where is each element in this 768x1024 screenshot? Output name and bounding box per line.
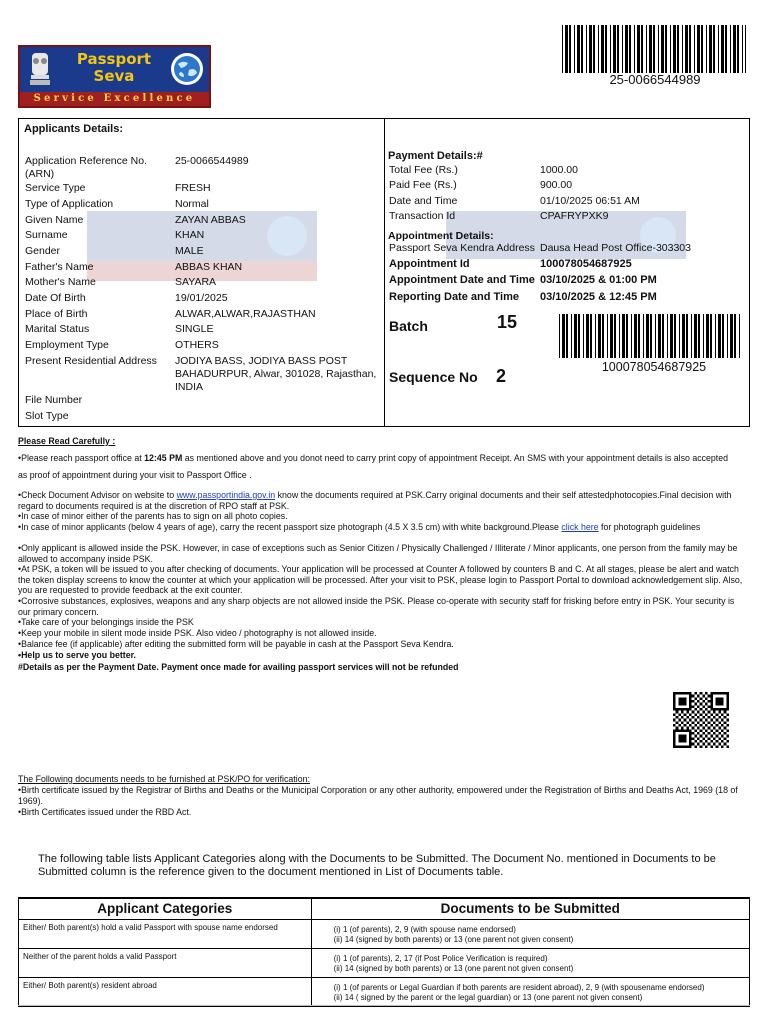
documents-cell: (i) 1 (of parents), 2, 17 (if Post Police Verification is required) (ii) 14 (signed by both parents) or 13 (one parent not given consent)	[311, 948, 749, 977]
documents-cell: (i) 1 (of parents or Legal Guardian if both parents are resident abroad), 2, 9 (with spousename endorsed) (ii) 14 ( signed by the parent or the legal guardian) or 13 (one parent not given consent)	[311, 977, 749, 1006]
arn-barcode	[562, 25, 746, 73]
table-header-documents: Documents to be Submitted	[311, 898, 749, 919]
given-name-label: Given Name	[25, 214, 84, 226]
table-header-categories: Applicant Categories	[19, 898, 312, 919]
gender-label: Gender	[25, 245, 61, 257]
table-row	[19, 919, 750, 948]
arn-barcode-number: 25-0066544989	[609, 72, 701, 87]
surname-value: KHAN	[175, 229, 205, 241]
document-item-1: •Birth certificate issued by the Registrar of Births and Deaths or the Municipal Corporation or any other authority, empowered under the Registration of Births and Deaths Act, 1969 (18 of 1969).	[18, 785, 738, 806]
sequence-value: 2	[496, 366, 507, 386]
transaction-id-value: CPAFRYPXK9	[540, 210, 609, 222]
appointment-id-label: Appointment Id	[389, 258, 470, 270]
employment-type-label: Employment Type	[25, 339, 109, 351]
application-type-value: Normal	[175, 198, 209, 210]
instructions-heading: Please Read Carefully :	[18, 436, 116, 446]
passportindia-link[interactable]: www.passportindia.gov.in	[176, 490, 276, 500]
instruction-help: •Help us to serve you better.	[18, 650, 136, 660]
category-cell: Either/ Both parent(s) resident abroad	[19, 977, 312, 1006]
logo-title: Passport Seva	[76, 50, 152, 85]
category-cell: Neither of the parent holds a valid Passport	[19, 948, 312, 977]
instruction-only-applicant: •Only applicant is allowed inside the PSK. However, in case of exceptions such as Senior Citizen / Physically Challenged / Illiterate / Minor applicants, one person from the family may be allowed to accompany inside PSK.	[18, 543, 738, 564]
column-divider	[384, 119, 385, 426]
mother-name-label: Mother's Name	[25, 276, 96, 288]
batch-label: Batch	[389, 318, 428, 334]
appointment-section-title: Appointment Details:	[388, 230, 494, 242]
paid-fee-label: Paid Fee (Rs.)	[389, 179, 457, 191]
marital-status-label: Marital Status	[25, 323, 90, 335]
file-number-label: File Number	[25, 394, 83, 406]
transaction-id-label: Transaction Id	[389, 210, 456, 222]
date-of-birth-label: Date Of Birth	[25, 292, 86, 304]
instruction-reach-line2: as proof of appointment during your visit to Passport Office .	[18, 470, 252, 480]
reporting-date-time-label: Reporting Date and Time	[389, 291, 519, 303]
details-box	[18, 118, 750, 427]
service-type-value: FRESH	[175, 182, 211, 194]
appointment-date-time-label: Appointment Date and Time	[389, 274, 535, 286]
service-type-label: Service Type	[25, 182, 86, 194]
employment-type-value: OTHERS	[175, 339, 219, 351]
sequence-label: Sequence No	[389, 369, 478, 385]
instruction-mobile: •Keep your mobile in silent mode inside PSK. Also video / photography is not allowed inside.	[18, 628, 377, 638]
mother-name-value: SAYARA	[175, 276, 217, 288]
psk-address-label: Passport Seva Kendra Address	[389, 242, 535, 254]
qr-code	[672, 692, 730, 748]
place-of-birth-value: ALWAR,ALWAR,RAJASTHAN	[175, 308, 316, 320]
logo-tagline: Service Excellence	[33, 93, 196, 104]
globe-icon	[170, 52, 204, 86]
gender-value: MALE	[175, 245, 204, 257]
photo-guidelines-link[interactable]: click here	[561, 522, 599, 532]
paid-fee-value: 900.00	[540, 179, 573, 191]
appointment-barcode	[559, 314, 741, 358]
instruction-corrosive: •Corrosive substances, explosives, weapons and any sharp objects are not allowed inside the PSK. Please co-operate with security staff for frisking before entry in PSK. Your security is our primary concern.	[18, 596, 735, 617]
instruction-minor-sign: •In case of minor either of the parents has to sign on all photo copies.	[18, 511, 288, 521]
marital-status-value: SINGLE	[175, 323, 214, 335]
reporting-date-time-value: 03/10/2025 & 12:45 PM	[540, 291, 657, 303]
arn-label: Application Reference No. (ARN)	[25, 155, 147, 180]
payment-date-time-value: 01/10/2025 06:51 AM	[540, 195, 640, 207]
passport-seva-logo	[18, 45, 211, 108]
arn-value: 25-0066544989	[175, 155, 249, 167]
batch-value: 15	[497, 312, 518, 332]
instruction-balance: •Balance fee (if applicable) after editing the submitted form will be payable in cash at the Passport Seva Kendra.	[18, 639, 454, 649]
address-label: Present Residential Address	[25, 355, 157, 367]
instruction-photo: •In case of minor applicants (below 4 years of age), carry the recent passport size photograph (4.5 X 3.5 cm) with white background.Please click here for photograph guidelines	[18, 522, 701, 532]
payment-section-title: Payment Details:#	[388, 150, 483, 162]
psk-address-value: Dausa Head Post Office-303303	[540, 242, 691, 254]
table-row	[19, 977, 750, 1006]
page-divider	[18, 1005, 750, 1006]
place-of-birth-label: Place of Birth	[25, 308, 88, 320]
appointment-barcode-number: 100078054687925	[601, 360, 707, 374]
documents-heading: The Following documents needs to be furnished at PSK/PO for verification:	[18, 774, 310, 784]
documents-cell: (i) 1 (of parents), 2, 9 (with spouse name endorsed) (ii) 14 (signed by both parents) or 13 (one parent not given consent)	[311, 919, 749, 948]
surname-label: Surname	[25, 229, 68, 241]
instruction-reach: •Please reach passport office at 12:45 PM as mentioned above and you donot need to carry print copy of appointment Receipt. An SMS with your appointment details is also accepted	[18, 453, 729, 463]
document-item-2: •Birth Certificates issued under the RBD Act.	[18, 807, 192, 817]
categories-table	[18, 897, 750, 1007]
given-name-value: ZAYAN ABBAS	[175, 214, 246, 226]
applicant-section-title: Applicants Details:	[24, 123, 124, 135]
date-of-birth-value: 19/01/2025	[175, 292, 228, 304]
slot-type-label: Slot Type	[25, 410, 69, 422]
payment-date-time-label: Date and Time	[389, 195, 458, 207]
instruction-belongings: •Take care of your belongings inside the PSK	[18, 617, 194, 627]
table-row	[19, 948, 750, 977]
national-emblem-icon	[26, 51, 54, 87]
appointment-date-time-value: 03/10/2025 & 01:00 PM	[540, 274, 657, 286]
refund-note: #Details as per the Payment Date. Payment once made for availing passport services will not be refunded	[18, 662, 459, 672]
father-name-label: Father's Name	[25, 261, 94, 273]
father-name-value: ABBAS KHAN	[175, 261, 243, 273]
application-type-label: Type of Application	[25, 198, 114, 210]
instruction-token: •At PSK, a token will be issued to you after checking of documents. Your application will be processed at Counter A followed by counters B and C. At all stages, please be alert and watch the token display screens to know the counter at which your application will be processed. After your visit to PSK, please login to Passport Portal to download acknowledgement slip. Also, you are requested to provide feedback at the exit counter.	[18, 564, 743, 595]
address-value: JODIYA BASS, JODIYA BASS POST BAHADURPUR, Alwar, 301028, Rajasthan, INDIA	[175, 355, 377, 393]
instruction-advisor: •Check Document Advisor on website to www.passportindia.gov.in know the documents required at PSK.Carry original documents and their self attestedphotocopies.Final decision with regard to documents required is at the discretion of RPO staff at PSK.	[18, 490, 732, 511]
total-fee-label: Total Fee (Rs.)	[389, 164, 458, 176]
category-cell: Either/ Both parent(s) hold a valid Passport with spouse name endorsed	[19, 919, 312, 948]
total-fee-value: 1000.00	[540, 164, 578, 176]
categories-intro: The following table lists Applicant Categories along with the Documents to be Submitted. The Document No. mentioned in Documents to be Submitted column is the reference given to the document mentioned in List of Documents table.	[38, 853, 716, 878]
appointment-id-value: 100078054687925	[540, 258, 632, 270]
